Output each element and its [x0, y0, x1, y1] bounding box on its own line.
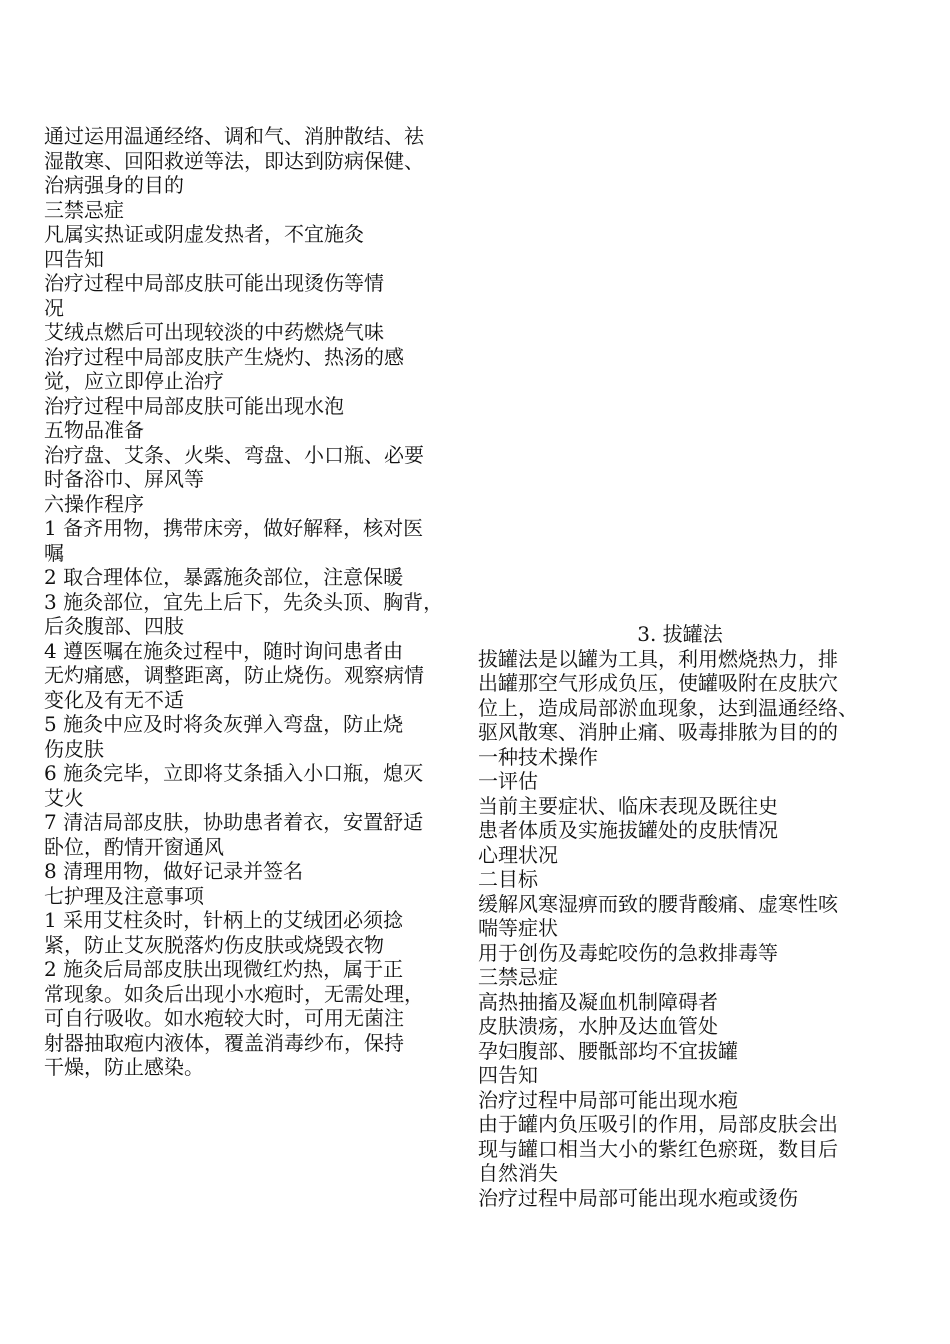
text-line: 凡属实热证或阴虚发热者，不宜施灸	[44, 222, 364, 246]
text-line: 无灼痛感，调整距离，防止烧伤。观察病情	[44, 663, 424, 687]
text-line: 自然消失	[478, 1161, 558, 1185]
text-line: 2 取合理体位，暴露施灸部位，注意保暖	[44, 565, 404, 589]
text-line: 出罐那空气形成负压，使罐吸附在皮肤穴	[478, 671, 838, 695]
text-line: 卧位，酌情开窗通风	[44, 834, 224, 859]
text-line: 湿散寒、回阳救逆等法，即达到防病保健、	[44, 148, 424, 173]
section-heading: 三禁忌症	[44, 197, 124, 222]
text-line: 治疗过程中局部皮肤产生烧灼、热汤的感	[44, 344, 404, 369]
text-line: 后灸腹部、四肢	[44, 614, 184, 638]
text-line: 伤皮肤	[44, 736, 104, 761]
text-line: 况	[44, 295, 64, 320]
text-line: 5 施灸中应及时将灸灰弹入弯盘，防止烧	[44, 712, 404, 736]
text-line: 治疗过程中局部可能出现水疱或烫伤	[478, 1185, 798, 1210]
text-line: 可自行吸收。如水疱较大时，可用无菌注	[44, 1006, 404, 1030]
text-line: 治病强身的目的	[44, 173, 184, 197]
section-heading: 四告知	[478, 1063, 538, 1087]
section-heading: 七护理及注意事项	[44, 883, 204, 908]
text-line: 喘等症状	[478, 916, 558, 940]
text-line: 治疗过程中局部可能出现水疱	[478, 1087, 738, 1112]
text-line: 治疗过程中局部皮肤可能出现水泡	[44, 393, 344, 418]
text-line: 变化及有无不适	[44, 687, 184, 712]
text-line: 位上，造成局部淤血现象，达到温通经络、	[478, 695, 858, 720]
text-line: 4 遵医嘱在施灸过程中，随时询问患者由	[44, 638, 404, 663]
section-heading: 一评估	[478, 769, 538, 793]
section-heading: 五物品准备	[44, 418, 144, 442]
text-line: 1 备齐用物，携带床旁，做好解释，核对医	[44, 516, 424, 540]
section-heading: 三禁忌症	[478, 965, 558, 989]
text-line: 常现象。如灸后出现小水疱时，无需处理，	[44, 981, 424, 1006]
text-line: 一种技术操作	[478, 744, 598, 769]
text-line: 干燥，防止感染。	[44, 1055, 204, 1079]
text-line: 紧，防止艾灰脱落灼伤皮肤或烧毁衣物	[44, 932, 384, 957]
text-line: 射器抽取疱内液体，覆盖消毒纱布，保持	[44, 1030, 404, 1055]
text-line: 心理状况	[478, 842, 558, 867]
text-line: 拔罐法是以罐为工具，利用燃烧热力，排	[478, 646, 838, 671]
text-line: 7 清洁局部皮肤，协助患者着衣，安置舒适	[44, 810, 424, 834]
text-line: 1 采用艾柱灸时，针柄上的艾绒团必须捻	[44, 908, 404, 932]
text-line: 通过运用温通经络、调和气、消肿散结、祛	[44, 124, 424, 148]
text-line: 皮肤溃疡，水肿及达血管处	[478, 1014, 718, 1038]
text-line: 6 施灸完毕，立即将艾条插入小口瓶，熄灭	[44, 761, 424, 785]
text-line: 觉，应立即停止治疗	[44, 369, 224, 393]
text-line: 艾火	[44, 785, 84, 810]
text-line: 现与罐口相当大小的紫红色瘀斑，数目后	[478, 1136, 838, 1161]
text-line: 孕妇腹部、腰骶部均不宜拔罐	[478, 1038, 738, 1063]
text-line: 高热抽搐及凝血机制障碍者	[478, 989, 718, 1014]
text-line: 治疗盘、艾条、火柴、弯盘、小口瓶、必要	[44, 442, 424, 467]
right-column	[478, 622, 882, 1210]
text-line: 缓解风寒湿痹而致的腰背酸痛、虚寒性咳	[478, 891, 838, 916]
text-line: 当前主要症状、临床表现及既往史	[478, 793, 778, 818]
text-line: 由于罐内负压吸引的作用，局部皮肤会出	[478, 1112, 838, 1136]
text-line: 患者体质及实施拔罐处的皮肤情况	[478, 818, 778, 842]
text-line: 时备浴巾、屏风等	[44, 467, 204, 491]
chapter-heading: 3. 拔罐法	[637, 622, 723, 646]
section-heading: 四告知	[44, 246, 104, 271]
text-line: 用于创伤及毒蛇咬伤的急救排毒等	[478, 940, 778, 965]
text-line: 驱风散寒、消肿止痛、吸毒排脓为目的的	[478, 720, 838, 744]
text-line: 艾绒点燃后可出现较淡的中药燃烧气味	[44, 320, 384, 344]
text-line: 2 施灸后局部皮肤出现微红灼热，属于正	[44, 957, 404, 981]
left-column	[44, 124, 448, 1080]
text-line: 3 施灸部位，宜先上后下，先灸头顶、胸背，	[44, 589, 444, 614]
text-line: 治疗过程中局部皮肤可能出现烫伤等情	[44, 271, 384, 295]
section-heading: 二目标	[478, 867, 538, 891]
text-line: 8 清理用物，做好记录并签名	[44, 859, 304, 883]
text-line: 嘱	[44, 540, 64, 565]
section-heading: 六操作程序	[44, 491, 144, 516]
